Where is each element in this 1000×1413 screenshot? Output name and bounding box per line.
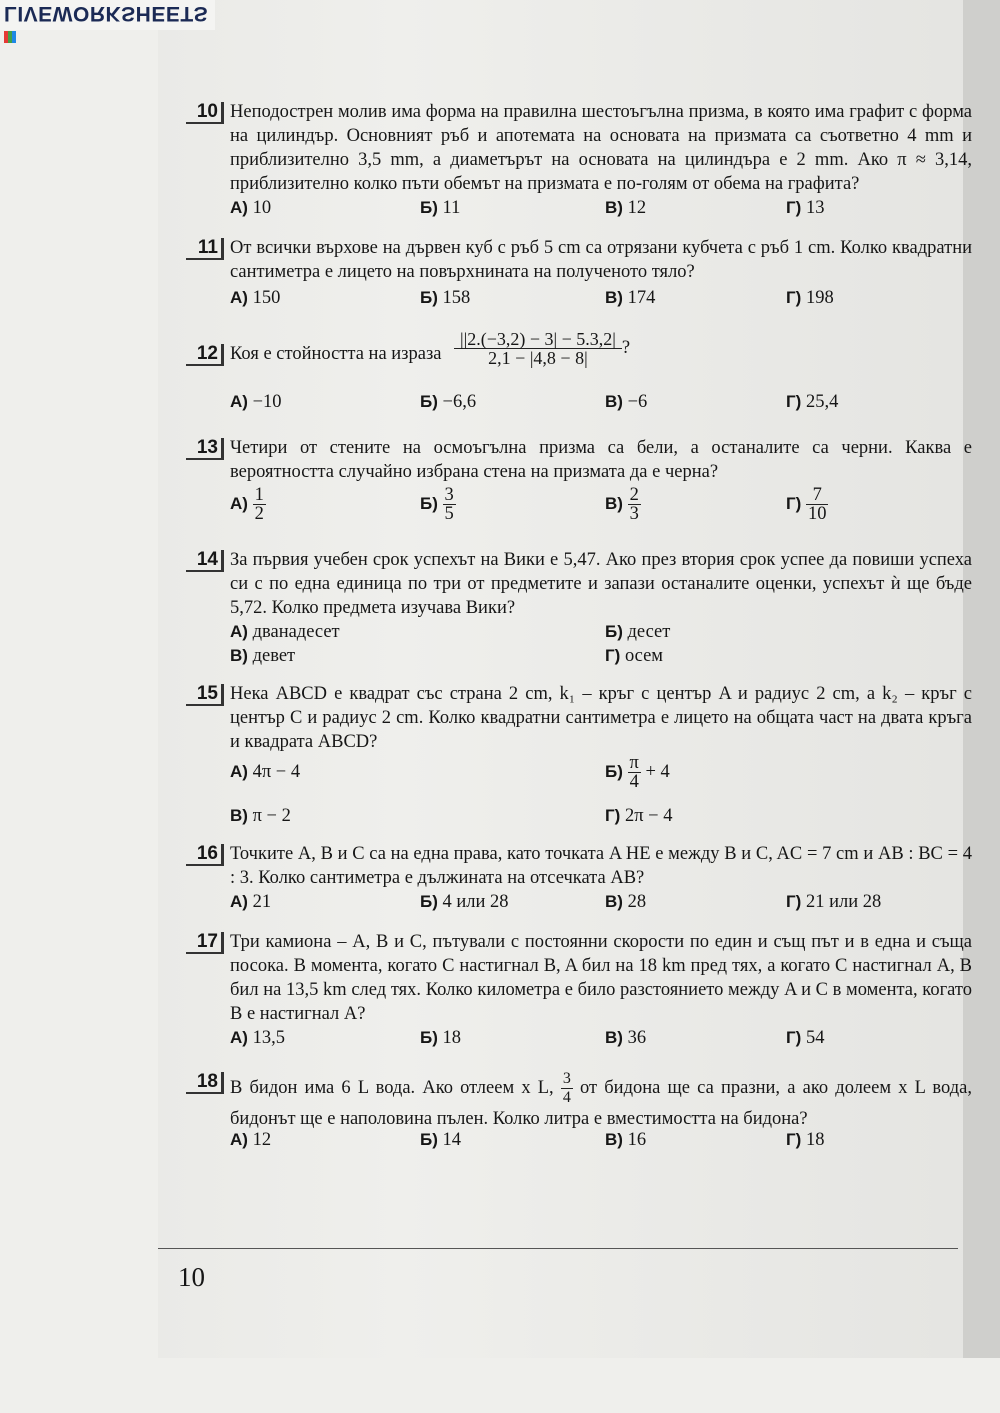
option-value: 158: [442, 288, 471, 308]
option-letter: Б): [605, 761, 623, 781]
liveworksheets-logo: [4, 1, 215, 49]
option-letter: А): [230, 1130, 248, 1149]
option-a[interactable]: [230, 390, 282, 414]
option-b[interactable]: [420, 196, 460, 220]
question-text-start: В бидон има 6 L вода. Ако отлеем x L,: [230, 1077, 554, 1098]
option-c[interactable]: [605, 196, 646, 220]
question-text-end: от бидона ще са празни, а ако долеем x L вода, бидонът ще е наполовина пълен. Колко литра е вместимостта на бидона?: [230, 1077, 972, 1129]
option-a[interactable]: [230, 760, 300, 784]
option-letter: Г): [605, 806, 621, 825]
fraction-denominator: 2,1 − |4,8 − 8|: [488, 348, 588, 368]
option-c[interactable]: [605, 486, 641, 523]
option-letter: А): [230, 622, 248, 641]
option-letter: Б): [420, 493, 438, 513]
fraction-numerator: 1: [254, 485, 264, 505]
option-value: 16: [627, 1130, 647, 1150]
option-letter: В): [605, 288, 623, 307]
option-letter: А): [230, 288, 248, 307]
option-c[interactable]: [230, 644, 295, 668]
option-value: 25,4: [805, 392, 839, 412]
footer-rule: [158, 1248, 958, 1249]
fraction-numerator: 7: [806, 486, 829, 505]
option-letter: А): [230, 392, 248, 411]
option-value: 14: [442, 1130, 462, 1150]
option-letter: Г): [786, 1028, 802, 1047]
question-text: [230, 1070, 972, 1131]
fraction-denominator: 10: [807, 504, 827, 524]
math-expression: [454, 330, 630, 367]
fraction-denominator: 4: [629, 772, 639, 792]
inline-fraction: [561, 1070, 573, 1107]
option-letter: А): [230, 198, 248, 217]
option-d[interactable]: [786, 286, 834, 310]
question-text: Три камиона – A, B и C, пътували с постоянни скорости по един и същ път и в една и съща посока. В момента, когато C настигнал B, A бил на 18 km пред тях, а когато C настигнал A, B бил на 13,5 km след тях. Колко километра е било разстоянието между A и C в момента, когато B е настигнал A?: [230, 932, 972, 1024]
question-number: 11: [186, 238, 224, 260]
option-d[interactable]: [786, 1026, 824, 1050]
option-letter: В): [605, 392, 623, 411]
option-letter: Б): [420, 198, 438, 217]
fraction-denominator: 4: [562, 1089, 571, 1106]
option-letter: Г): [786, 892, 802, 911]
option-letter: В): [230, 806, 248, 825]
option-a[interactable]: [230, 486, 266, 523]
option-value: 13,5: [252, 1028, 285, 1048]
option-letter: А): [230, 493, 248, 513]
option-letter: В): [230, 646, 248, 665]
option-b[interactable]: [420, 286, 470, 310]
option-a[interactable]: [230, 1128, 271, 1152]
option-value: 198: [805, 288, 834, 308]
option-value: 4π − 4: [252, 762, 301, 782]
option-letter: Б): [605, 622, 623, 641]
fraction-numerator: 3: [444, 485, 454, 505]
option-value: −6,6: [442, 392, 477, 412]
question-number: 13: [186, 438, 224, 460]
option-letter: Б): [420, 392, 438, 411]
fraction-numerator: 3: [562, 1070, 571, 1087]
option-value: 18: [442, 1028, 462, 1048]
option-letter: Б): [420, 288, 438, 307]
option-b[interactable]: [605, 754, 670, 791]
fraction-numerator: ||2.(−3,2) − 3| − 5.3,2|: [454, 330, 622, 349]
option-value: 21: [252, 892, 272, 912]
fraction-denominator: 5: [444, 504, 454, 524]
option-b[interactable]: [420, 486, 456, 523]
option-value: + 4: [640, 761, 670, 782]
option-letter: В): [605, 198, 623, 217]
option-letter: В): [605, 493, 623, 513]
option-d[interactable]: [786, 486, 828, 523]
option-a[interactable]: [230, 1026, 285, 1050]
option-b[interactable]: [420, 390, 476, 414]
option-a[interactable]: [230, 890, 271, 914]
option-letter: Г): [786, 1130, 802, 1149]
logo-icon: [4, 31, 16, 43]
option-b[interactable]: [420, 1026, 461, 1050]
option-letter: А): [230, 892, 248, 911]
option-letter: А): [230, 1028, 248, 1047]
question-text: Коя е стойността на израза: [230, 344, 442, 364]
option-value: осем: [624, 646, 664, 666]
option-value: 12: [252, 1130, 272, 1150]
expression-fraction: [454, 330, 622, 367]
option-value: девет: [252, 646, 296, 666]
option-value: 4 или 28: [442, 892, 509, 912]
option-c[interactable]: [605, 390, 647, 414]
question-number: 16: [186, 844, 224, 866]
option-value: 54: [805, 1028, 825, 1048]
option-b[interactable]: [420, 890, 509, 914]
option-c[interactable]: [605, 1128, 646, 1152]
option-value: −6: [627, 392, 648, 412]
option-c[interactable]: [605, 890, 646, 914]
option-d[interactable]: [605, 804, 672, 828]
option-value: 12: [627, 198, 647, 218]
option-d[interactable]: [786, 1128, 824, 1152]
fraction-numerator: π: [629, 753, 639, 773]
option-value: 150: [252, 288, 281, 308]
option-b[interactable]: [605, 620, 670, 644]
option-letter: Г): [786, 288, 802, 307]
option-letter: Б): [420, 1130, 438, 1149]
question-text: Четири от стените на осмоъгълна призма са бели, а останалите са черни. Каква е вероятността случайно избрана стена на призмата да е черна?: [230, 438, 972, 482]
option-letter: Б): [420, 1028, 438, 1047]
option-value: 36: [627, 1028, 647, 1048]
fraction-numerator: 2: [629, 485, 639, 505]
option-value: 174: [627, 288, 656, 308]
question-number: 17: [186, 932, 224, 954]
option-value: π − 2: [252, 806, 291, 826]
option-b[interactable]: [420, 1128, 461, 1152]
option-letter: Б): [420, 892, 438, 911]
option-fraction: [253, 486, 266, 523]
option-value: 13: [805, 198, 825, 218]
page-number: 10: [178, 1262, 205, 1292]
question-number: 14: [186, 550, 224, 572]
question-number: 18: [186, 1072, 224, 1094]
option-a[interactable]: [230, 196, 271, 220]
option-value: −10: [252, 392, 282, 412]
option-letter: В): [605, 1130, 623, 1149]
option-a[interactable]: [230, 286, 280, 310]
question-number: 10: [186, 102, 224, 124]
question-text: От всички върхове на дървен куб с ръб 5 cm са отрязани кубчета с ръб 1 cm. Колко квадратни сантиметра е лицето на повърхнината на полученото тяло?: [230, 238, 972, 282]
option-letter: Г): [786, 392, 802, 411]
option-c[interactable]: [605, 1026, 646, 1050]
option-fraction: [806, 486, 829, 523]
question-text: Точките A, B и C са на една права, като точката A НЕ е между B и C, AC = 7 cm и AB : BC = 4 : 3. Колко сантиметра е дължината на отсечката AB?: [230, 844, 972, 888]
option-value: 10: [252, 198, 272, 218]
option-value: 18: [805, 1130, 825, 1150]
option-a[interactable]: [230, 620, 340, 644]
logo-strip: [0, 0, 215, 30]
worksheet-content: [158, 80, 972, 1358]
option-fraction: [628, 754, 641, 791]
question-text: Нека ABCD е квадрат със страна 2 cm, k₁ – кръг с център A и радиус 2 cm, а k₂ – кръг с център C и радиус 2 cm. Колко квадратни сантиметра е лицето на общата част на двата кръга и квадрата ABCD?: [230, 684, 972, 752]
option-value: 21 или 28: [805, 892, 882, 912]
option-letter: Г): [786, 493, 802, 513]
option-letter: А): [230, 762, 248, 781]
question-number: 15: [186, 684, 224, 706]
option-value: 11: [442, 198, 461, 218]
bottom-margin: [0, 1358, 1000, 1413]
fraction-denominator: 2: [254, 504, 264, 524]
question-text: За първия учебен срок успехът на Вики е 5,47. Ако през втория срок успее да повиши успеха си с по една единица по три от предметите и запази останалите оценки, успехът ѝ ще бъде 5,72. Колко предмета изучава Вики?: [230, 550, 972, 618]
option-value: 28: [627, 892, 647, 912]
option-c[interactable]: [230, 804, 291, 828]
option-d[interactable]: [786, 390, 838, 414]
option-value: десет: [627, 622, 671, 642]
question-number: 12: [186, 344, 224, 366]
option-letter: Г): [605, 646, 621, 665]
option-c[interactable]: [605, 286, 655, 310]
option-value: 2π − 4: [624, 806, 673, 826]
option-d[interactable]: [605, 644, 663, 668]
question-mark: ?: [621, 338, 631, 358]
left-margin: [0, 30, 158, 1360]
option-letter: Г): [786, 198, 802, 217]
fraction-denominator: 3: [629, 504, 639, 524]
option-d[interactable]: [786, 890, 881, 914]
option-d[interactable]: [786, 196, 824, 220]
option-value: дванадесет: [252, 622, 340, 642]
logo-text: LIVEWORKSHEETS: [4, 2, 209, 25]
question-text: Неподострен молив има форма на правилна шестоъгълна призма, в която има графит с форма на цилиндър. Основният ръб и апотемата на основата на призмата са съответно 4 mm и приблизително 3,5 mm, а диаметърът на основата на цилиндъра е 2 mm. Ако π ≈ 3,14, приблизително колко пъти обемът на призмата е по-голям от обема на графита?: [230, 102, 972, 194]
option-fraction: [628, 486, 641, 523]
option-letter: В): [605, 1028, 623, 1047]
option-fraction: [443, 486, 456, 523]
option-letter: В): [605, 892, 623, 911]
